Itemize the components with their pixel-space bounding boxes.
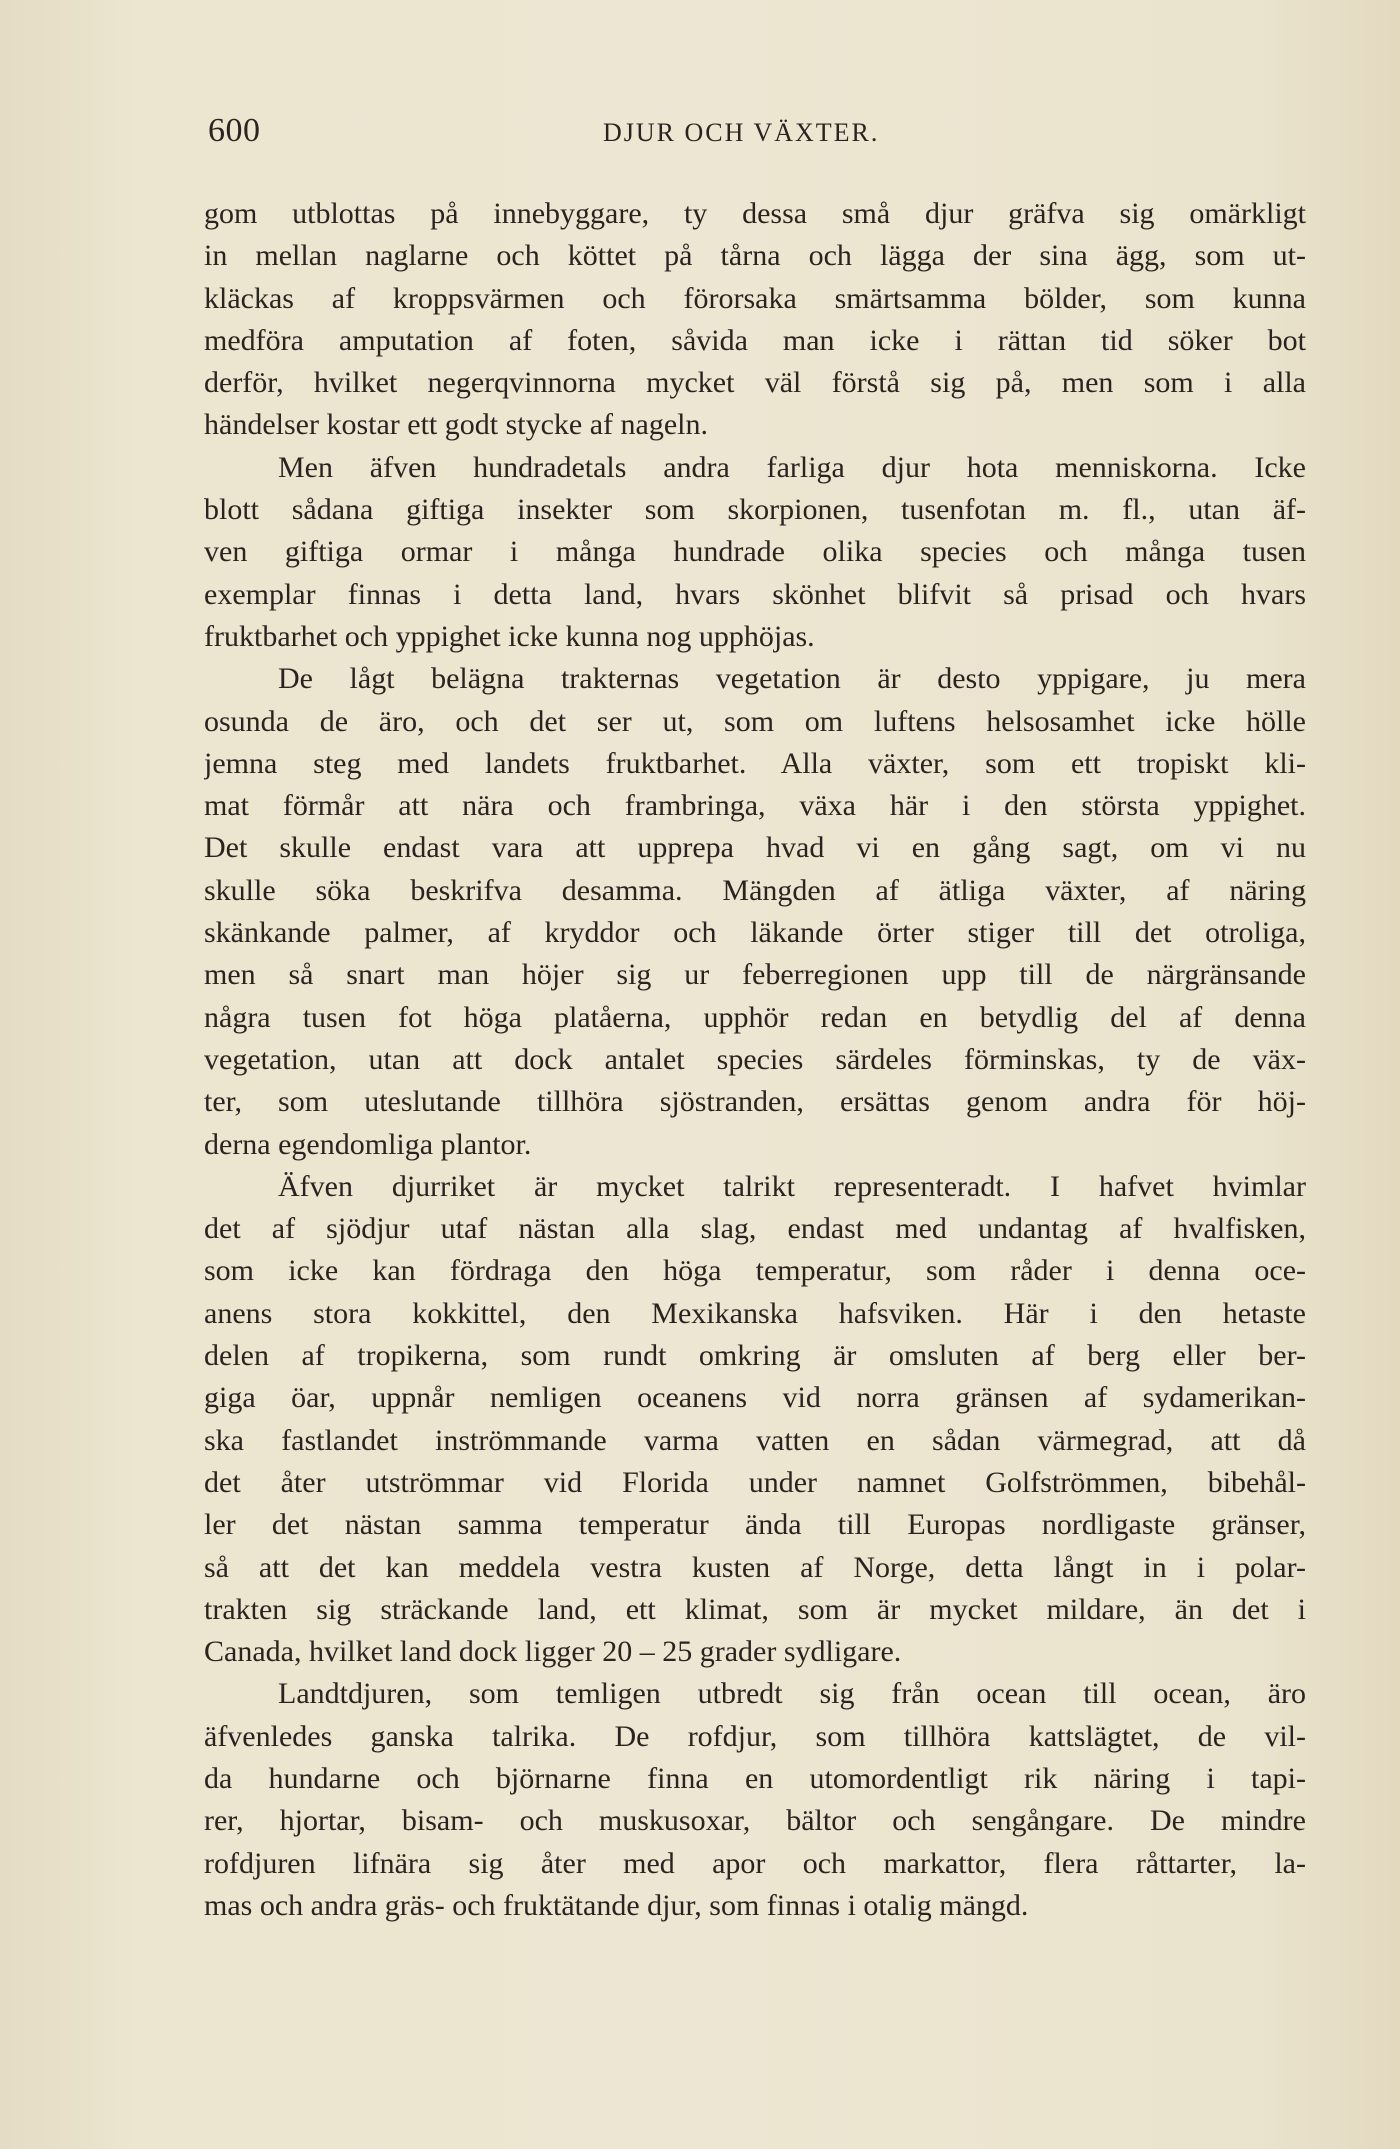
body-text xyxy=(204,193,1306,1927)
text-line: in mellan naglarne och köttet på tårna och lägga der sina ägg, som ut- xyxy=(204,239,1306,273)
text-line: medföra amputation af foten, såvida man icke i rättan tid söker bot xyxy=(204,323,1306,357)
text-line: Det skulle endast vara att upprepa hvad vi en gång sagt, om vi nu xyxy=(204,831,1306,865)
text-line: Landtdjuren, som temligen utbredt sig från ocean till ocean, äro xyxy=(278,1677,1306,1711)
text-line: mas och andra gräs- och fruktätande djur, som finnas i otalig mängd. xyxy=(204,1888,1029,1922)
text-line: vegetation, utan att dock antalet species särdeles förminskas, ty de väx- xyxy=(204,1042,1306,1076)
text-line: skulle söka beskrifva desamma. Mängden af ätliga växter, af näring xyxy=(204,873,1306,907)
page-number: 600 xyxy=(208,112,261,149)
text-line: ven giftiga ormar i många hundrade olika species och många tusen xyxy=(204,535,1306,569)
text-line: som icke kan fördraga den höga temperatur, som råder i denna oce- xyxy=(204,1254,1306,1288)
page-header xyxy=(208,112,1308,152)
text-line: det åter utströmmar vid Florida under namnet Golfströmmen, bibehål- xyxy=(204,1465,1306,1499)
text-line: jemna steg med landets fruktbarhet. Alla växter, som ett tropiskt kli- xyxy=(204,746,1306,780)
text-line: Men äfven hundradetals andra farliga djur hota menniskorna. Icke xyxy=(278,450,1306,484)
text-line: Äfven djurriket är mycket talrikt representeradt. I hafvet hvimlar xyxy=(278,1169,1306,1203)
text-line: men så snart man höjer sig ur feberregionen upp till de närgränsande xyxy=(204,958,1306,992)
text-line: De lågt belägna trakternas vegetation är desto yppigare, ju mera xyxy=(278,662,1306,696)
text-line: derför, hvilket negerqvinnorna mycket väl förstå sig på, men som i alla xyxy=(204,366,1306,400)
text-line: gom utblottas på innebyggare, ty dessa små djur gräfva sig omärkligt xyxy=(204,197,1306,230)
text-line: derna egendomliga plantor. xyxy=(204,1127,532,1161)
text-line: händelser kostar ett godt stycke af nageln. xyxy=(204,408,708,442)
text-line: mat förmår att nära och frambringa, växa här i den största yppighet. xyxy=(204,789,1306,823)
text-line: giga öar, uppnår nemligen oceanens vid norra gränsen af sydamerikan- xyxy=(204,1381,1306,1415)
text-line: det af sjödjur utaf nästan alla slag, endast med undantag af hvalfisken, xyxy=(204,1212,1306,1246)
text-line: äfvenledes ganska talrika. De rofdjur, som tillhöra kattslägtet, de vil- xyxy=(204,1719,1306,1753)
text-line: så att det kan meddela vestra kusten af Norge, detta långt in i polar- xyxy=(204,1550,1306,1584)
text-line: Canada, hvilket land dock ligger 20 – 25 grader sydligare. xyxy=(204,1635,902,1669)
text-line: blott sådana giftiga insekter som skorpionen, tusenfotan m. fl., utan äf- xyxy=(204,493,1306,527)
text-line: kläckas af kroppsvärmen och förorsaka smärtsamma bölder, som kunna xyxy=(204,281,1306,315)
text-line: rofdjuren lifnära sig åter med apor och markattor, flera råttarter, la- xyxy=(204,1846,1306,1880)
text-line: skänkande palmer, af kryddor och läkande örter stiger till det otroliga, xyxy=(204,916,1306,950)
text-line: delen af tropikerna, som rundt omkring är omsluten af berg eller ber- xyxy=(204,1339,1306,1373)
text-line: ter, som uteslutande tillhöra sjöstranden, ersättas genom andra för höj- xyxy=(204,1085,1306,1119)
text-line: ska fastlandet inströmmande varma vatten en sådan värmegrad, att då xyxy=(204,1423,1306,1457)
running-head: DJUR OCH VÄXTER. xyxy=(603,118,880,147)
text-line: anens stora kokkittel, den Mexikanska hafsviken. Här i den hetaste xyxy=(204,1296,1306,1330)
text-line: fruktbarhet och yppighet icke kunna nog upphöjas. xyxy=(204,619,815,653)
text-line: osunda de äro, och det ser ut, som om luftens helsosamhet icke hölle xyxy=(204,704,1306,738)
text-line: ler det nästan samma temperatur ända till Europas nordligaste gränser, xyxy=(204,1508,1306,1542)
text-line: da hundarne och björnarne finna en utomordentligt rik näring i tapi- xyxy=(204,1761,1306,1795)
text-line: rer, hjortar, bisam- och muskusoxar, bältor och sengångare. De mindre xyxy=(204,1804,1306,1838)
text-line: trakten sig sträckande land, ett klimat, som är mycket mildare, än det i xyxy=(204,1592,1306,1626)
text-line: några tusen fot höga platåerna, upphör redan en betydlig del af denna xyxy=(204,1000,1306,1034)
text-line: exemplar finnas i detta land, hvars skönhet blifvit så prisad och hvars xyxy=(204,577,1306,611)
